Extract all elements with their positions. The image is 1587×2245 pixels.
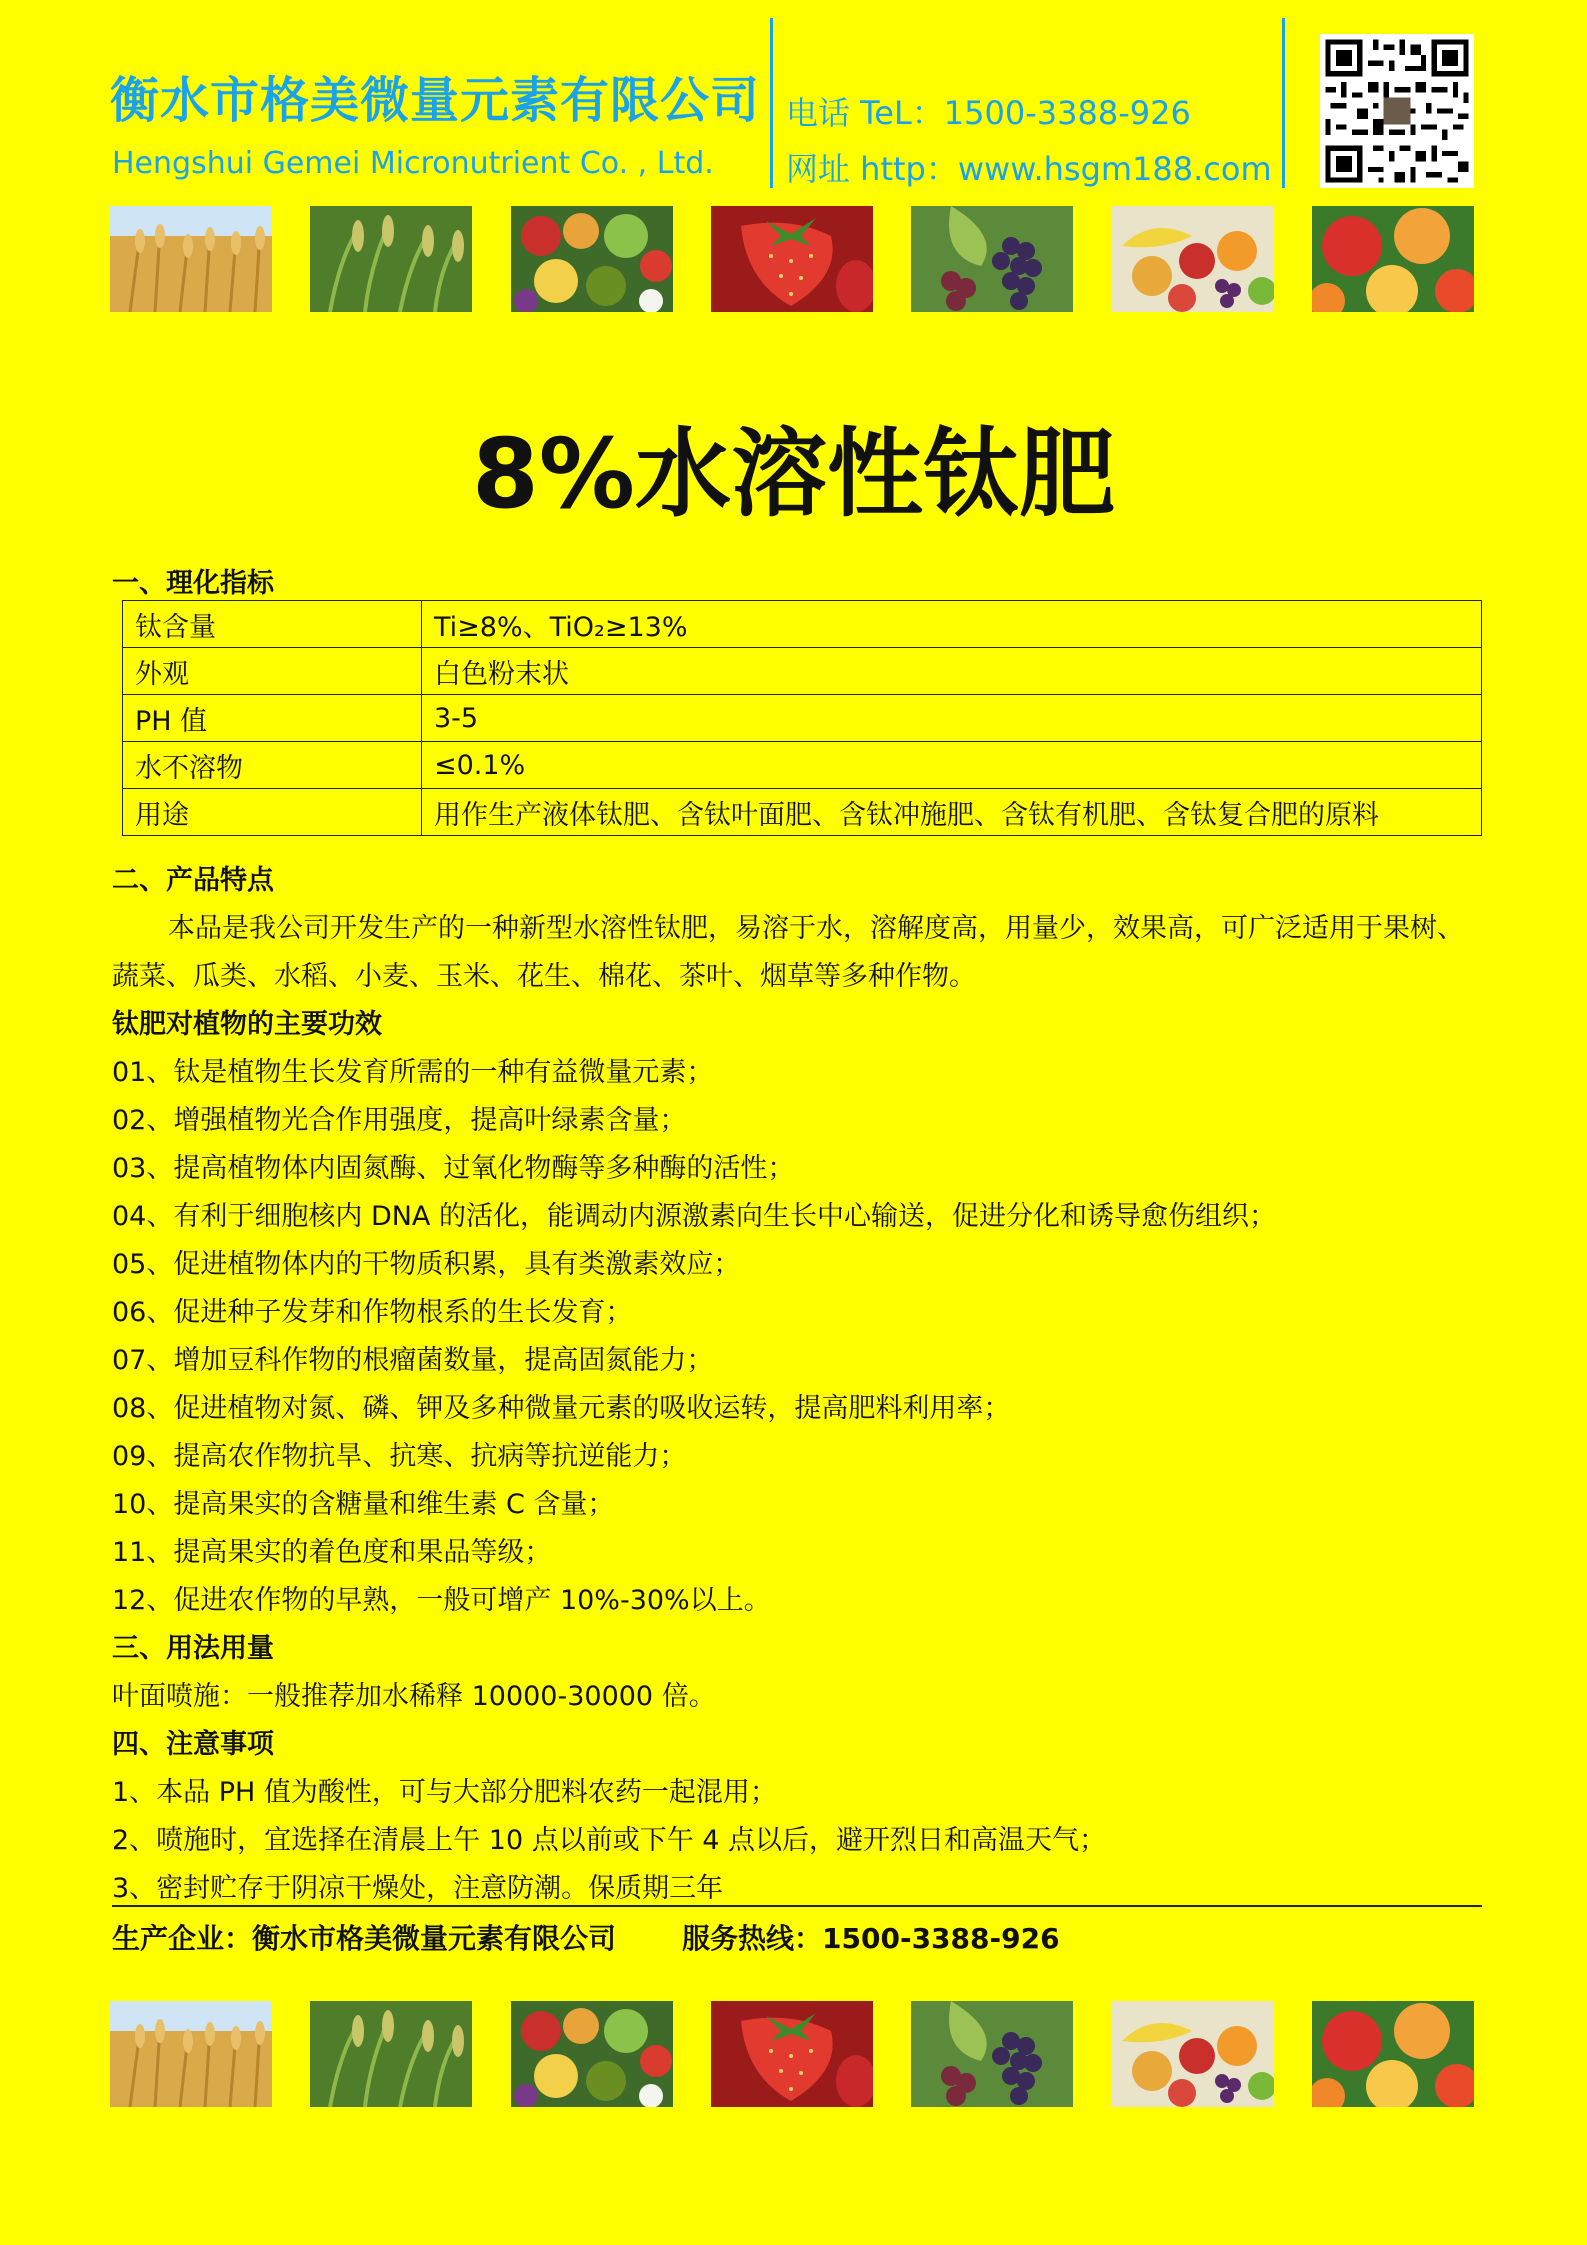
spec-value: ≤0.1% <box>422 742 1482 789</box>
company-name-cn: 衡水市格美微量元素有限公司 <box>110 72 761 129</box>
list-item: 1、本品 PH 值为酸性，可与大部分肥料农药一起混用； <box>112 1777 777 1808</box>
oranges-photo <box>1312 206 1474 312</box>
service-hotline: 服务热线：1500-3388-926 <box>682 1922 1060 1955</box>
website-url[interactable]: 网址 http：www.hsgm188.com <box>786 150 1272 188</box>
vegetables-photo <box>511 2001 673 2107</box>
vegetables-photo <box>511 206 673 312</box>
spec-value: 白色粉末状 <box>422 648 1482 695</box>
table-row <box>123 648 1482 695</box>
list-item: 05、促进植物体内的干物质积累，具有类激素效应； <box>112 1249 741 1280</box>
list-item: 2、喷施时，宜选择在清晨上午 10 点以前或下午 4 点以后，避开烈日和高温天气； <box>112 1825 1107 1856</box>
list-item: 01、钛是植物生长发育所需的一种有益微量元素； <box>112 1057 714 1088</box>
list-item: 02、增强植物光合作用强度，提高叶绿素含量； <box>112 1105 687 1136</box>
spec-key: 钛含量 <box>123 601 422 648</box>
spec-key: PH 值 <box>123 695 422 742</box>
table-row <box>123 789 1482 836</box>
table-row <box>123 601 1482 648</box>
spec-key: 用途 <box>123 789 422 836</box>
producer-name: 生产企业：衡水市格美微量元素有限公司 <box>112 1922 617 1955</box>
list-item: 03、提高植物体内固氮酶、过氧化物酶等多种酶的活性； <box>112 1153 795 1184</box>
oranges-photo <box>1312 2001 1474 2107</box>
list-item: 08、促进植物对氮、磷、钾及多种微量元素的吸收运转，提高肥料利用率； <box>112 1393 1011 1424</box>
company-name-en: Hengshui Gemei Micronutrient Co. , Ltd. <box>112 146 714 181</box>
spec-key: 水不溶物 <box>123 742 422 789</box>
grapes-photo <box>911 206 1073 312</box>
strawberry-photo <box>711 206 873 312</box>
spec-key: 外观 <box>123 648 422 695</box>
photo-strip-top <box>110 206 1474 312</box>
page-title: 8%水溶性钛肥 <box>472 418 1115 530</box>
fruit-basket-photo <box>1112 2001 1274 2107</box>
wheat-photo <box>110 206 272 312</box>
fruit-basket-photo <box>1112 206 1274 312</box>
footer-divider <box>112 1905 1482 1907</box>
usage-text: 叶面喷施：一般推荐加水稀释 10000-30000 倍。 <box>112 1681 716 1712</box>
feature-paragraph: 本品是我公司开发生产的一种新型水溶性钛肥，易溶于水，溶解度高，用量少，效果高，可广泛适用于果树、 <box>168 913 1464 944</box>
spec-value: 用作生产液体钛肥、含钛叶面肥、含钛冲施肥、含钛有机肥、含钛复合肥的原料 <box>422 789 1482 836</box>
section-heading-specs: 一、理化指标 <box>112 568 274 599</box>
header-divider <box>770 18 773 188</box>
wheat-photo <box>110 2001 272 2107</box>
section-heading-usage: 三、用法用量 <box>112 1633 274 1664</box>
rice-photo <box>310 2001 472 2107</box>
list-item: 09、提高农作物抗旱、抗寒、抗病等抗逆能力； <box>112 1441 687 1472</box>
section-subheading-effects: 钛肥对植物的主要功效 <box>112 1009 382 1040</box>
section-heading-features: 二、产品特点 <box>112 865 274 896</box>
list-item: 3、密封贮存于阴凉干燥处，注意防潮。保质期三年 <box>112 1873 724 1904</box>
list-item: 12、促进农作物的早熟，一般可增产 10%-30%以上。 <box>112 1585 771 1616</box>
footer <box>112 1917 1060 1957</box>
qr-code-icon <box>1320 34 1474 188</box>
list-item: 06、促进种子发芽和作物根系的生长发育； <box>112 1297 633 1328</box>
rice-photo <box>310 206 472 312</box>
list-item: 10、提高果实的含糖量和维生素 C 含量； <box>112 1489 615 1520</box>
list-item: 07、增加豆科作物的根瘤菌数量，提高固氮能力； <box>112 1345 714 1376</box>
spec-table <box>122 600 1482 836</box>
strawberry-photo <box>711 2001 873 2107</box>
feature-paragraph: 蔬菜、瓜类、水稻、小麦、玉米、花生、棉花、茶叶、烟草等多种作物。 <box>112 961 976 992</box>
section-heading-notes: 四、注意事项 <box>112 1729 274 1760</box>
photo-strip-bottom <box>110 2001 1474 2107</box>
list-item: 04、有利于细胞核内 DNA 的活化，能调动内源激素向生长中心输送，促进分化和诱导愈伤组织； <box>112 1201 1276 1232</box>
phone-number: 电话 TeL：1500-3388-926 <box>786 94 1191 132</box>
table-row <box>123 695 1482 742</box>
table-row <box>123 742 1482 789</box>
header-divider <box>1282 18 1285 188</box>
spec-value: Ti≥8%、TiO₂≥13% <box>422 601 1482 648</box>
grapes-photo <box>911 2001 1073 2107</box>
list-item: 11、提高果实的着色度和果品等级； <box>112 1537 552 1568</box>
spec-value: 3-5 <box>422 695 1482 742</box>
